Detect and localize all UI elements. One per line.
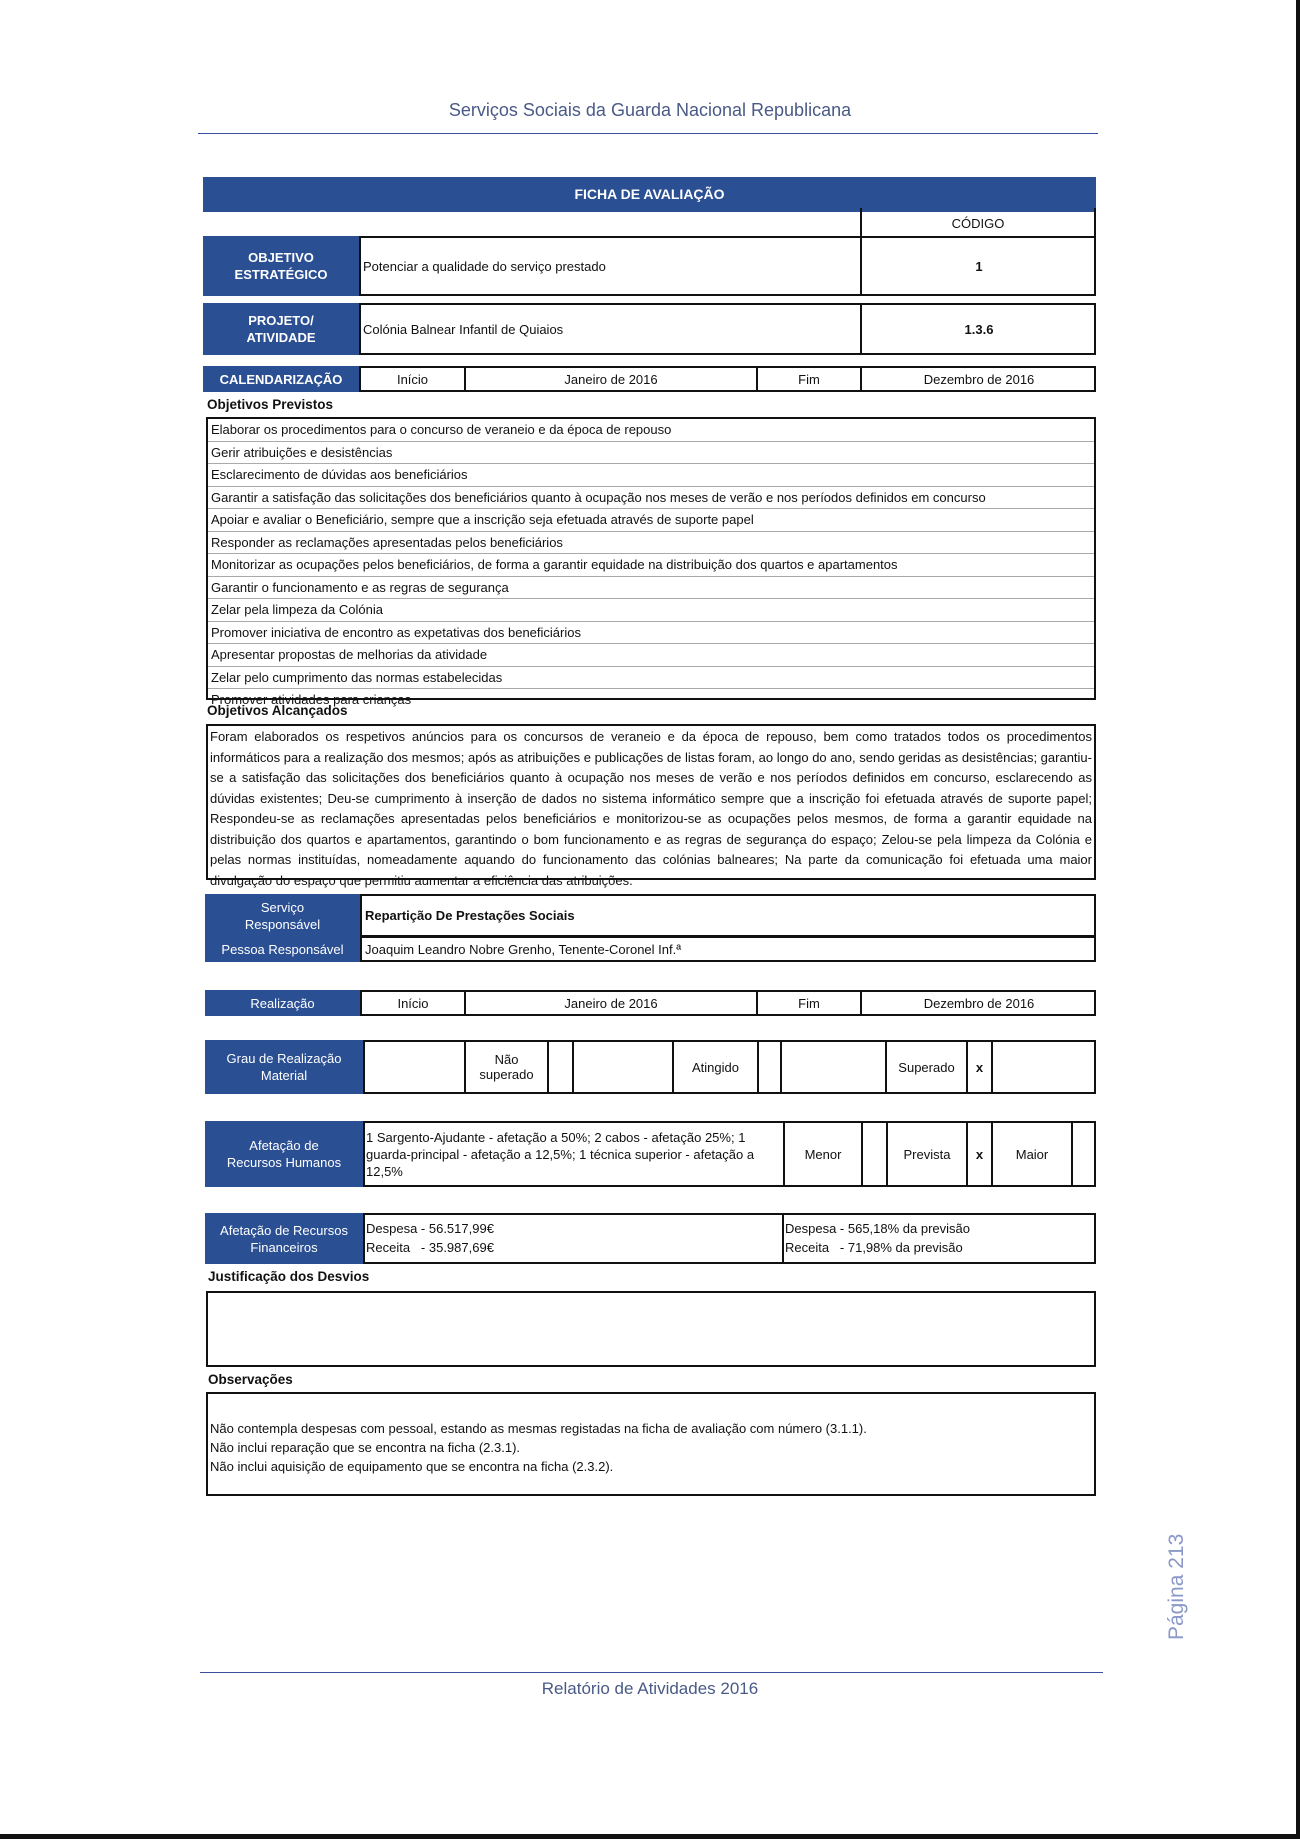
grau-divider-9 [991,1040,993,1094]
grau-divider-2 [547,1040,549,1094]
list-item: Gerir atribuições e desistências [208,442,1094,465]
observacoes-line: Não inclui reparação que se encontra na ficha (2.3.1). [210,1440,521,1455]
pessoa-value: Joaquim Leandro Nobre Grenho, Tenente-Coronel Inf.ª [365,941,682,957]
observacoes-box [206,1392,1096,1496]
grau-label: Grau de Realização Material [205,1040,363,1094]
grau-atingido: Atingido [692,1059,739,1075]
objetivos-alcancados-text: Foram elaborados os respetivos anúncios para os concursos de veraneio e da época de repouso, bem como tratados todos os procedimentos informáticos para a realização dos mesmos; após as atribuições e publicações de listas foram, ao longo do ano, sendo geridas as desistências; garantiu-se a satisfação das solicitações dos beneficiários quanto à ocupação nos meses de verão e nos períodos definidos em concurso, esclarecendo as dúvidas existentes; Deu-se cumprimento à inserção de dados no sistema informático sempre que a inscrição foi efetuada através de suporte papel; Respondeu-se as reclamações apresentadas pelos beneficiários e monitorizou-se as ocupações pelos mesmos, de forma a garantir equidade na distribuição dos quartos e apartamentos, garantindo o bom funcionamento e as regras de segurança do espaço; Zelou-se pela limpeza da Colónia e pelas normas instituídas, nomeadamente aquando do funcionamento das colónias balneares; Na parte da comunicação foi efetuada uma maior divulgação do espaço que permitiu aumentar a eficiência das atribuições. [210,729,1092,888]
objetivo-code: 1 [975,258,983,274]
rh-menor: Menor [804,1146,842,1162]
rh-label: Afetação de Recursos Humanos [205,1121,363,1187]
projeto-text: Colónia Balnear Infantil de Quiaios [363,321,564,337]
list-item: Zelar pelo cumprimento das normas estabelecidas [208,667,1094,690]
rf-label: Afetação de Recursos Financeiros [205,1213,363,1264]
list-item: Apresentar propostas de melhorias da atividade [208,644,1094,667]
observacoes-line: Não inclui aquisição de equipamento que se encontra na ficha (2.3.2). [210,1459,614,1474]
grau-divider-3 [572,1040,574,1094]
footer-divider [200,1672,1103,1673]
list-item: Esclarecimento de dúvidas aos beneficiários [208,464,1094,487]
objetivo-label: OBJETIVO ESTRATÉGICO [203,236,359,296]
form-title: FICHA DE AVALIAÇÃO [203,177,1096,212]
objetivos-previstos-list [206,417,1096,707]
rh-maior: Maior [1015,1146,1049,1162]
list-item: Promover atividades para crianças [211,692,412,707]
rf-divider [782,1213,784,1264]
rf-receita: Receita - 35.987,69€ [366,1239,494,1255]
rh-divider-2 [861,1121,863,1187]
objetivos-alcancados-box [206,724,1096,888]
rh-divider-6 [1071,1121,1073,1187]
grau-superado-mark: x [975,1059,984,1075]
servico-label: Serviço Responsável [205,894,360,937]
page-footer: Relatório de Atividades 2016 [541,1679,759,1698]
objetivos-alcancados-heading: Objetivos Alcançados [207,703,348,718]
codigo-label: CÓDIGO [951,215,1005,231]
rh-prevista: Prevista [903,1146,951,1162]
grau-divider-5 [757,1040,759,1094]
list-item: Apoiar e avaliar o Beneficiário, sempre que a inscrição seja efetuada através de suporte papel [208,509,1094,532]
justificacao-heading: Justificação dos Desvios [208,1269,370,1284]
list-item: Garantir o funcionamento e as regras de segurança [208,577,1094,600]
list-item: Promover iniciativa de encontro as expetativas dos beneficiários [208,622,1094,645]
list-item: Garantir a satisfação das solicitações dos beneficiários quanto à ocupação nos meses de verão e nos períodos definidos em concurso [208,487,1094,510]
calendarizacao-fim: Dezembro de 2016 [923,371,1035,387]
list-item: Responder as reclamações apresentadas pelos beneficiários [208,532,1094,555]
rf-receita-pct: Receita - 71,98% da previsão [785,1239,963,1255]
objetivo-text: Potenciar a qualidade do serviço prestado [363,258,606,274]
projeto-code: 1.3.6 [964,321,994,337]
realizacao-fim: Dezembro de 2016 [923,995,1035,1011]
list-item: Monitorizar as ocupações pelos beneficiários, de forma a garantir equidade na distribuição dos quartos e apartamentos [208,554,1094,577]
list-item: Zelar pela limpeza da Colónia [208,599,1094,622]
realizacao-label: Realização [205,990,360,1016]
pessoa-label: Pessoa Responsável [205,936,360,962]
rh-prevista-mark: x [975,1146,984,1162]
page-header: Serviços Sociais da Guarda Nacional Republicana [448,100,852,120]
justificacao-box [206,1291,1096,1367]
grau-superado: Superado [898,1059,955,1075]
observacoes-line: Não contempla despesas com pessoal, estando as mesmas registadas na ficha de avaliação com número (3.1.1). [210,1421,867,1436]
grau-divider-6 [780,1040,782,1094]
observacoes-heading: Observações [208,1372,293,1387]
calendarizacao-fim-label: Fim [798,371,820,387]
calendarizacao-label: CALENDARIZAÇÃO [203,366,359,392]
realizacao-inicio-label: Início [397,995,429,1011]
rf-despesa: Despesa - 56.517,99€ [366,1220,494,1236]
projeto-label: PROJETO/ ATIVIDADE [203,303,359,355]
calendarizacao-inicio: Janeiro de 2016 [564,371,658,387]
realizacao-fim-label: Fim [798,995,820,1011]
calendarizacao-inicio-label: Início [396,371,429,387]
rf-despesa-pct: Despesa - 565,18% da previsão [785,1220,971,1236]
page-number: Página 213 [1165,1533,1188,1640]
list-item: Elaborar os procedimentos para o concurso de veraneio e da época de repouso [208,419,1094,442]
servico-value: Repartição De Prestações Sociais [365,908,575,923]
header-divider [198,133,1098,134]
grau-nao-superado: Não superado [479,1052,534,1082]
rh-text: 1 Sargento-Ajudante - afetação a 50%; 2 cabos - afetação 25%; 1 guarda-principal - afetação a 12,5%; 1 técnica superior - afetação a 12,5% [366,1129,755,1179]
objetivos-previstos-heading: Objetivos Previstos [207,397,334,412]
realizacao-inicio: Janeiro de 2016 [564,995,658,1011]
